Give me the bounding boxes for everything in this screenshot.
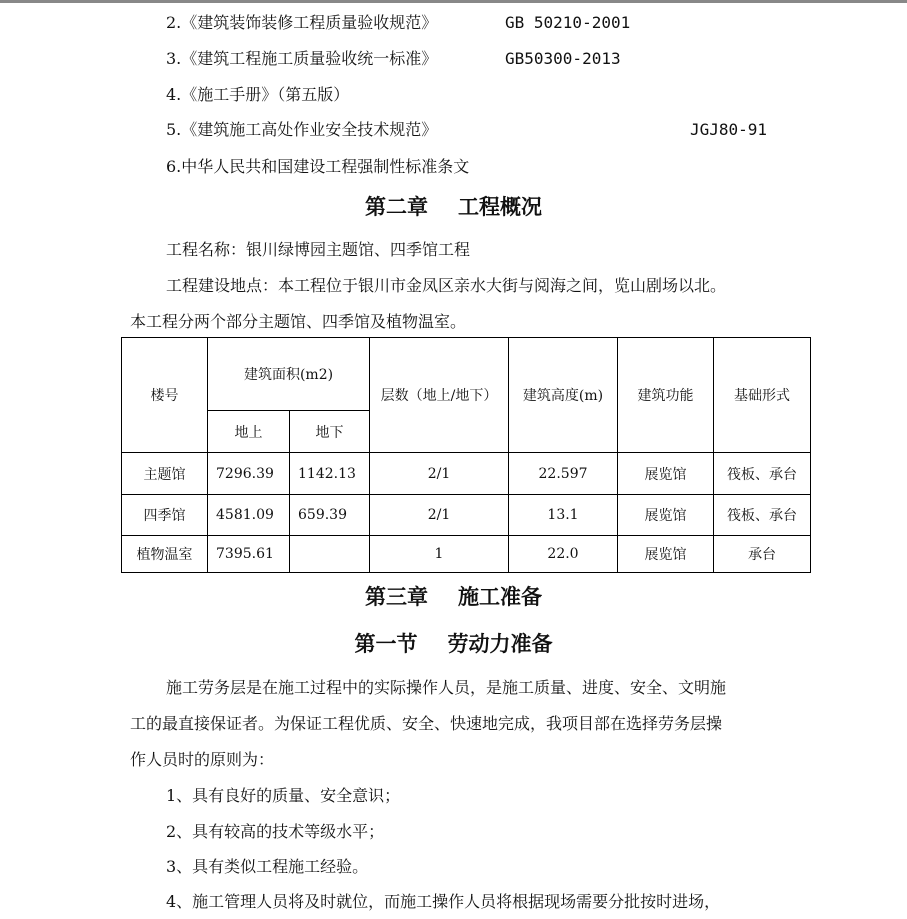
list-item: 3、具有类似工程施工经验。: [166, 857, 369, 876]
chapter-title: 施工准备: [458, 585, 542, 609]
cell-function: 展览馆: [618, 453, 714, 495]
cell-floors: 2/1: [370, 495, 509, 536]
section-number: 第一节: [354, 632, 418, 656]
reference-item: 4.《施工手册》（第五版）: [166, 85, 350, 104]
cell-area-below: 659.39: [290, 495, 370, 536]
cell-area-above: 7296.39: [208, 453, 290, 495]
project-location-continued: 本工程分两个部分主题馆、四季馆及植物温室。: [130, 312, 467, 331]
header-function: 建筑功能: [618, 338, 714, 453]
cell-building: 植物温室: [122, 536, 208, 573]
cell-foundation: 筏板、承台: [714, 495, 811, 536]
paragraph-line: 作人员时的原则为：: [130, 750, 275, 769]
header-area-above: 地上: [208, 411, 290, 453]
reference-item: 2.《建筑装饰装修工程质量验收规范》: [166, 13, 438, 32]
building-spec-table: [121, 337, 811, 573]
project-location: 工程建设地点：本工程位于银川市金凤区亲水大街与阅海之间，览山剧场以北。: [166, 276, 727, 295]
cell-foundation: 承台: [714, 536, 811, 573]
cell-height: 22.597: [509, 453, 618, 495]
cell-height: 22.0: [509, 536, 618, 573]
header-building: 楼号: [122, 338, 208, 453]
list-item: 2、具有较高的技术等级水平；: [166, 822, 385, 841]
list-item: 4、施工管理人员将及时就位，而施工操作人员将根据现场需要分批按时进场，: [166, 892, 721, 911]
cell-area-below: [290, 536, 370, 573]
cell-area-below: 1142.13: [290, 453, 370, 495]
chapter-number: 第二章: [365, 195, 428, 219]
list-item: 1、具有良好的质量、安全意识；: [166, 786, 401, 805]
reference-code: JGJ80-91: [690, 120, 768, 139]
table-row: [122, 495, 811, 536]
cell-foundation: 筏板、承台: [714, 453, 811, 495]
header-area-below: 地下: [290, 411, 370, 453]
reference-item: 6.中华人民共和国建设工程强制性标准条文: [166, 157, 470, 176]
cell-function: 展览馆: [618, 536, 714, 573]
cell-height: 13.1: [509, 495, 618, 536]
cell-area-above: 4581.09: [208, 495, 290, 536]
chapter-number: 第三章: [365, 585, 428, 609]
table-row: [122, 536, 811, 573]
paragraph-line: 工的最直接保证者。为保证工程优质、安全、快速地完成，我项目部在选择劳务层操: [130, 714, 723, 733]
cell-building: 四季馆: [122, 495, 208, 536]
section-title: 劳动力准备: [447, 632, 553, 656]
cell-building: 主题馆: [122, 453, 208, 495]
project-name: 工程名称：银川绿博园主题馆、四季馆工程: [166, 240, 471, 259]
cell-area-above: 7395.61: [208, 536, 290, 573]
cell-function: 展览馆: [618, 495, 714, 536]
header-area: 建筑面积(m2): [208, 338, 370, 411]
cell-floors: 2/1: [370, 453, 509, 495]
reference-item: 5.《建筑施工高处作业安全技术规范》: [166, 120, 438, 139]
cell-floors: 1: [370, 536, 509, 573]
header-foundation: 基础形式: [714, 338, 811, 453]
reference-item: 3.《建筑工程施工质量验收统一标准》: [166, 49, 438, 68]
chapter-heading: [0, 584, 907, 610]
chapter-heading: [0, 194, 907, 220]
header-floors: 层数（地上/地下）: [370, 338, 509, 453]
reference-code: GB 50210-2001: [505, 13, 631, 32]
reference-code: GB50300-2013: [505, 49, 621, 68]
chapter-title: 工程概况: [458, 195, 542, 219]
paragraph-line: 施工劳务层是在施工过程中的实际操作人员，是施工质量、进度、安全、文明施: [166, 678, 727, 697]
table-header-row: [122, 338, 811, 411]
header-height: 建筑高度(m): [509, 338, 618, 453]
section-heading: [0, 631, 907, 657]
page-top-border: [0, 0, 907, 3]
table-row: [122, 453, 811, 495]
